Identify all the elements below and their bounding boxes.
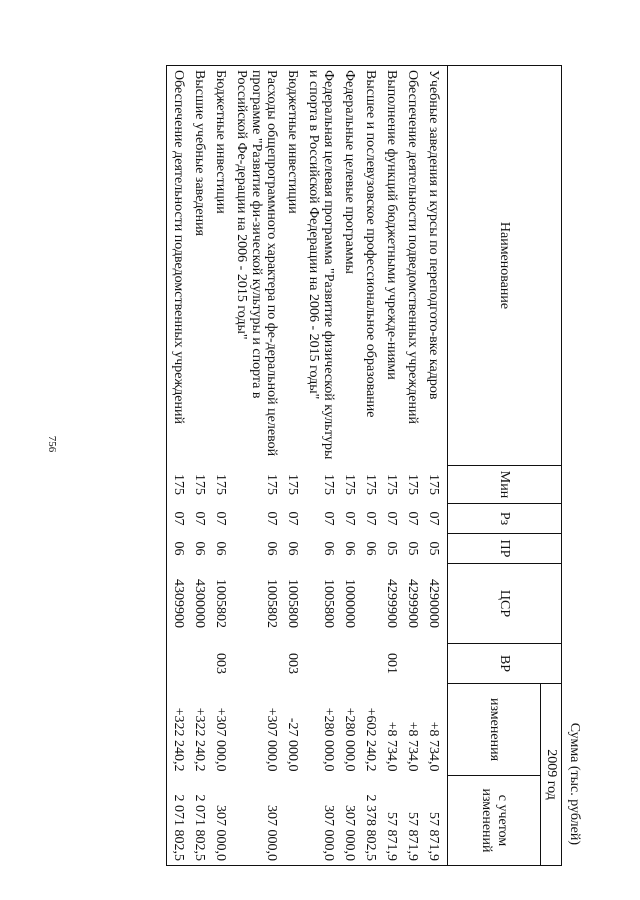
cell-name: Высшие учебные заведения xyxy=(188,66,209,466)
cell-vr xyxy=(422,644,448,684)
cell-pr: 05 xyxy=(426,541,441,556)
table-row xyxy=(422,66,448,866)
table-row xyxy=(209,66,230,866)
header-rz: Рз xyxy=(448,504,562,534)
cell-pr: 06 xyxy=(363,541,378,556)
cell-vr xyxy=(188,644,209,684)
cell-rz: 07 xyxy=(405,511,420,526)
cell-change: +8 734,0 xyxy=(384,721,399,772)
header-with-changes: с учетом изменений xyxy=(448,776,541,866)
cell-vr: 003 xyxy=(285,653,300,674)
table-row xyxy=(380,66,401,866)
cell-csr: 1000000 xyxy=(342,579,357,628)
cell-change: +602 240,2 xyxy=(363,707,378,772)
cell-change: +8 734,0 xyxy=(405,721,420,772)
cell-csr: 1005800 xyxy=(285,579,300,628)
cell-total: 57 871,9 xyxy=(401,776,422,866)
cell-rz: 07 xyxy=(342,511,357,526)
table-row xyxy=(281,66,302,866)
cell-total: 2 071 802,5 xyxy=(167,776,189,866)
cell-pr: 06 xyxy=(342,541,357,556)
table-row xyxy=(359,66,380,866)
cell-csr: 4290000 xyxy=(426,579,441,628)
cell-rz: 07 xyxy=(213,511,228,526)
cell-min: 175 xyxy=(285,474,300,495)
header-changes: изменения xyxy=(448,684,541,776)
table-body xyxy=(167,66,448,866)
cell-vr xyxy=(302,644,338,684)
cell-vr xyxy=(359,644,380,684)
cell-change: +322 240,2 xyxy=(192,707,207,772)
header-pr: ПР xyxy=(448,534,562,564)
table-row xyxy=(302,66,338,866)
cell-name: Бюджетные инвестиции xyxy=(209,66,230,466)
cell-csr: 4299900 xyxy=(384,579,399,628)
cell-total: 307 000,0 xyxy=(338,776,359,866)
table-row xyxy=(188,66,209,866)
cell-name: Учебные заведения и курсы по переподгото-вке кадров xyxy=(422,66,448,466)
budget-table xyxy=(166,65,562,866)
cell-csr: 4300000 xyxy=(192,579,207,628)
cell-min: 175 xyxy=(167,466,189,504)
cell-csr: 4309900 xyxy=(167,564,189,644)
cell-pr: 06 xyxy=(192,541,207,556)
cell-name: Обеспечение деятельности подведомственных учреждений xyxy=(401,66,422,466)
cell-min: 175 xyxy=(405,474,420,495)
cell-csr: 1005800 xyxy=(321,579,336,628)
header-name: Наименование xyxy=(448,66,562,466)
table-row xyxy=(230,66,281,866)
cell-change: +280 000,0 xyxy=(321,707,336,772)
cell-change: +8 734,0 xyxy=(426,721,441,772)
cell-name: Бюджетные инвестиции xyxy=(281,66,302,466)
cell-rz: 07 xyxy=(321,511,336,526)
header-csr: ЦСР xyxy=(448,564,562,644)
cell-name: Расходы общепрограммного характера по фе-деральной целевой программе "Развитие фи-зической культуры и спорта в Российской Фе-дерации на 2006 - 2015 годы" xyxy=(230,66,281,466)
cell-pr: 06 xyxy=(167,534,189,564)
cell-total: 307 000,0 xyxy=(302,776,338,866)
cell-name: Выполнение функций бюджетными учрежде-ниями xyxy=(380,66,401,466)
cell-total: 2 378 802,5 xyxy=(359,776,380,866)
cell-change: +322 240,2 xyxy=(167,684,189,776)
cell-rz: 07 xyxy=(426,511,441,526)
table-row xyxy=(338,66,359,866)
rotated-table-area xyxy=(112,65,582,865)
cell-vr xyxy=(338,644,359,684)
cell-pr: 05 xyxy=(405,541,420,556)
cell-name: Федеральная целевая программа "Развитие физической культуры и спорта в Российской Федерации на 2006 - 2015 годы" xyxy=(302,66,338,466)
header-vr: ВР xyxy=(448,644,562,684)
cell-min: 175 xyxy=(426,474,441,495)
page-number: 756 xyxy=(46,435,58,453)
cell-min: 175 xyxy=(342,474,357,495)
table-row xyxy=(401,66,422,866)
cell-csr: 1005802 xyxy=(213,579,228,628)
cell-min: 175 xyxy=(213,474,228,495)
cell-vr: 001 xyxy=(384,653,399,674)
cell-total: 307 000,0 xyxy=(230,776,281,866)
cell-name: Высшее и послевузовское профессиональное образование xyxy=(359,66,380,466)
cell-name: Обеспечение деятельности подведомственных учреждений xyxy=(167,66,189,466)
cell-total: 2 071 802,5 xyxy=(188,776,209,866)
cell-csr: 4299900 xyxy=(405,579,420,628)
cell-name: Федеральные целевые программы xyxy=(338,66,359,466)
cell-rz: 07 xyxy=(363,511,378,526)
cell-min: 175 xyxy=(192,474,207,495)
cell-total: 307 000,0 xyxy=(209,776,230,866)
cell-vr: 003 xyxy=(213,653,228,674)
cell-pr: 06 xyxy=(213,541,228,556)
cell-change: +307 000,0 xyxy=(213,707,228,772)
cell-vr xyxy=(167,644,189,684)
header-min: Мин xyxy=(448,466,562,504)
cell-change: +307 000,0 xyxy=(264,707,279,772)
table-row xyxy=(167,66,189,866)
cell-min: 175 xyxy=(363,474,378,495)
cell-min: 175 xyxy=(264,474,279,495)
cell-rz: 07 xyxy=(167,504,189,534)
cell-total: 57 871,9 xyxy=(422,776,448,866)
units-caption: Сумма (тыс. рублей) xyxy=(567,722,582,845)
cell-rz: 07 xyxy=(285,511,300,526)
cell-rz: 07 xyxy=(264,511,279,526)
cell-rz: 07 xyxy=(192,511,207,526)
cell-pr: 05 xyxy=(384,541,399,556)
cell-min: 175 xyxy=(384,474,399,495)
header-year: 2009 год xyxy=(541,684,562,866)
cell-csr xyxy=(359,564,380,644)
cell-pr: 06 xyxy=(321,541,336,556)
cell-pr: 06 xyxy=(285,541,300,556)
cell-pr: 06 xyxy=(264,541,279,556)
cell-total: 57 871,9 xyxy=(380,776,401,866)
cell-csr: 1005802 xyxy=(264,579,279,628)
cell-vr xyxy=(401,644,422,684)
cell-change: +280 000,0 xyxy=(342,707,357,772)
cell-total xyxy=(281,776,302,866)
cell-vr xyxy=(230,644,281,684)
cell-min: 175 xyxy=(321,474,336,495)
cell-change: -27 000,0 xyxy=(285,717,300,772)
cell-rz: 07 xyxy=(384,511,399,526)
